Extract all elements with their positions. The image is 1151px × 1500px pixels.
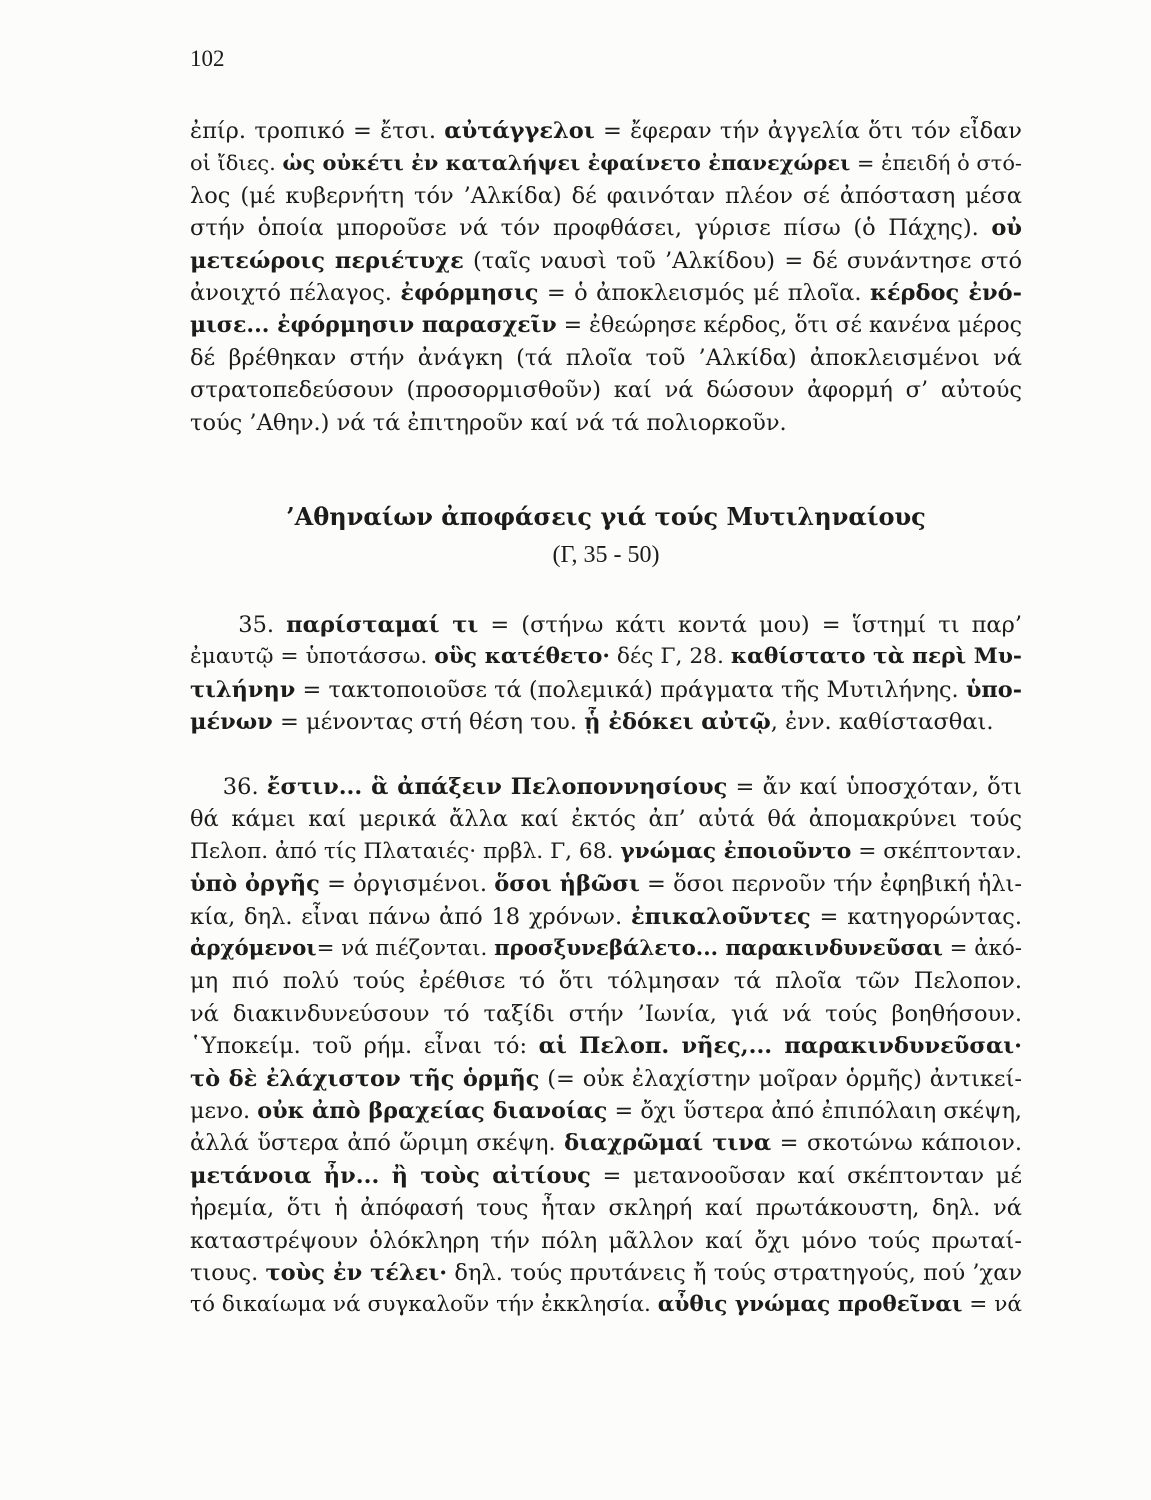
bold-lemma: ἐφόρμησις	[400, 280, 539, 306]
bold-lemma: ὑπὸ ὀργῆς	[190, 871, 320, 898]
text-segment: τό δικαίωμα νά συγκαλοῦν τήν ἐκκλησία.	[190, 1292, 658, 1318]
text-line	[190, 375, 1022, 405]
text-line	[190, 343, 1022, 373]
text-segment: = ἐθεώρησε κέρδος, ὅτι σέ κανένα μέρος	[556, 313, 1022, 339]
section-heading-reference: (Γ, 35 - 50)	[552, 542, 660, 568]
text-segment: = ἔφεραν τήν ἀγγελία ὅτι τόν εἶδαν	[594, 118, 1022, 144]
text-segment: = τακτοποιοῦσε τά (πολεμικά) πράγματα τῆς Μυτιλήνης.	[295, 676, 966, 703]
bold-lemma: παρίσταμαί τι	[286, 612, 479, 638]
bold-lemma: μετάνοια ἦν... ἢ τοὺς αἰτίους	[190, 1162, 591, 1189]
text-segment: ῾Υποκείμ. τοῦ ρήμ. εἶναι τό:	[190, 1033, 539, 1060]
bold-lemma: ᾗ ἐδόκει αὐτῷ	[584, 709, 771, 736]
text-line	[190, 869, 1022, 899]
bold-lemma: αὖθις γνώμας προθεῖναι	[657, 1292, 963, 1318]
text-line	[190, 148, 1022, 178]
text-line	[190, 1193, 1022, 1223]
bold-lemma: προσξυνεβάλετο... παρακινδυνεῦσαι	[494, 936, 943, 961]
text-line	[190, 966, 1022, 996]
bold-lemma: γνώμας ἐποιοῦντο	[620, 838, 852, 864]
bold-lemma: τοὺς ἐν τέλει·	[265, 1260, 448, 1286]
text-segment: = μετανοοῦσαν καί σκέπτονταν μέ	[590, 1162, 1022, 1189]
bold-lemma: ὡς οὐκέτι ἐν καταλήψει ἐφαίνετο ἐπανεχώρει	[282, 150, 851, 176]
text-segment: θά κάμει καί μερικά ἄλλα καί ἐκτός ἀπ’ αὐτά θά ἀπομακρύνει τούς	[190, 806, 1022, 833]
bold-lemma: οὓς κατέθετο·	[434, 644, 610, 670]
text-segment: μενο.	[190, 1098, 258, 1124]
text-segment: μη πιό πολύ τούς ἐρέθισε τό ὅτι τόλμησαν τά πλοῖα τῶν Πελοπον.	[190, 968, 1022, 995]
bold-lemma: ὅσοι ἡβῶσι	[494, 871, 640, 898]
text-segment: = ὄχι ὕστερα ἀπό ἐπιπόλαιη σκέψη,	[607, 1098, 1022, 1124]
bold-lemma: μετεώροις περιέτυχε	[190, 247, 464, 274]
bold-lemma: μένων	[190, 709, 273, 736]
text-segment: ἠρεμία, ὅτι ἡ ἀπόφασή τους ἦταν σκληρή καί πρωτάκουστη, δηλ. νά	[190, 1195, 1022, 1222]
text-segment: ἐμαυτῷ = ὑποτάσσω.	[190, 644, 435, 670]
text-segment: στρατοπεδεύσουν (προσορμισθοῦν) καί νά δώσουν ἀφορμή σ’ αὐτούς	[190, 377, 1022, 404]
text-segment: (= οὐκ ἐλαχίστην μοῖραν ὁρμῆς) ἀντικεί-	[539, 1065, 1022, 1092]
bold-lemma: οὐκ ἀπὸ βραχείας διανοίας	[257, 1098, 608, 1124]
text-line	[190, 999, 1022, 1029]
text-segment: (ταῖς ναυσὶ τοῦ ’Αλκίδου) = δέ συνάντησε στό	[463, 247, 1022, 274]
text-segment: 36.	[190, 774, 267, 800]
text-line	[190, 675, 1022, 705]
text-segment: , ἐνν. καθίστασθαι.	[770, 709, 994, 736]
text-segment: = ὀργισμένοι.	[319, 871, 495, 898]
text-line	[190, 278, 1022, 308]
bold-lemma: ἀρχόμενοι	[190, 936, 317, 961]
text-segment: = σκοτώνω κάποιον.	[771, 1130, 1022, 1157]
text-segment: = (στήνω κάτι κοντά μου) = ἵστημί τι παρ’	[478, 612, 1022, 638]
text-segment: νά διακινδυνεύσουν τό ταξίδι στήν ’Ιωνία, γιά νά τούς βοηθήσουν.	[190, 1000, 1022, 1027]
text-line	[190, 1096, 1022, 1126]
text-segment: = μένοντας στή θέση του.	[272, 709, 585, 736]
text-line	[190, 772, 1022, 802]
text-line	[190, 902, 1022, 932]
text-segment: οἱ ἴδιες.	[190, 151, 283, 176]
bold-lemma: καθίστατο τὰ περὶ Μυ-	[730, 644, 1022, 670]
bold-lemma: ὑπο-	[965, 676, 1022, 703]
bold-lemma: τὸ δὲ ἐλάχιστον τῆς ὁρμῆς	[190, 1065, 540, 1092]
bold-lemma: οὐ	[991, 215, 1022, 242]
text-segment: = κατηγορώντας.	[810, 903, 1022, 930]
text-segment: δέ βρέθηκαν στήν ἀνάγκη (τά πλοῖα τοῦ ’Αλκίδα) ἀποκλεισμένοι νά	[190, 344, 1022, 371]
text-segment: 35.	[190, 612, 287, 638]
text-segment: = ἄν καί ὑποσχόταν, ὅτι	[727, 774, 1022, 800]
text-segment: στήν ὁποία μποροῦσε νά τόν προφθάσει, γύρισε πίσω (ὁ Πάχης).	[190, 215, 992, 242]
text-segment: ἐπίρ. τροπικό = ἔτσι.	[190, 118, 445, 144]
text-segment: ἀλλά ὕστερα ἀπό ὥριμη σκέψη.	[190, 1130, 565, 1157]
text-line	[190, 837, 1022, 867]
page-number: 102	[190, 46, 225, 71]
text-line	[190, 1258, 1022, 1288]
text-segment: ἀνοιχτό πέλαγος.	[190, 280, 401, 306]
bold-lemma: αὐτάγγελοι	[444, 118, 595, 144]
bold-lemma: τιλήνην	[190, 676, 296, 703]
bold-lemma: διαχρῶμαί τινα	[564, 1130, 772, 1157]
bold-lemma: μισε... ἐφόρμησιν παρασχεῖν	[190, 312, 557, 339]
text-segment: καταστρέψουν ὁλόκληρη τήν πόλη μᾶλλον καί ὄχι μόνο τούς πρωταί-	[190, 1227, 1022, 1254]
text-line	[190, 804, 1022, 834]
text-line	[190, 1226, 1022, 1256]
text-segment: κία, δηλ. εἶναι πάνω ἀπό 18 χρόνων.	[190, 903, 631, 930]
text-segment: = νά πιέζονται.	[316, 936, 495, 961]
text-line	[190, 1064, 1022, 1094]
text-line	[190, 246, 1022, 276]
text-line	[190, 310, 1022, 340]
section-heading: ’Αθηναίων ἀποφάσεις γιά τούς Μυτιληναίους	[286, 502, 926, 531]
text-segment: λος (μέ κυβερνήτη τόν ’Αλκίδα) δέ φαινόταν πλέον σέ ἀπόσταση μέσα	[190, 182, 1022, 209]
text-segment: Πελοπ. ἀπό τίς Πλαταιές· πρβλ. Γ, 68.	[190, 838, 621, 864]
text-line	[190, 1128, 1022, 1158]
bold-lemma: κέρδος ἐνό-	[869, 280, 1022, 306]
text-segment: τιους.	[190, 1260, 266, 1286]
text-segment: δές Γ, 28.	[609, 644, 731, 670]
text-line	[190, 1161, 1022, 1191]
bold-lemma: ἔστιν... ἃ ἀπάξειν Πελοποννησίους	[266, 774, 728, 800]
bold-lemma: αἱ Πελοπ. νῆες,... παρακινδυνεῦσαι·	[538, 1033, 1022, 1060]
text-segment: = νά	[962, 1292, 1022, 1318]
text-line	[190, 181, 1022, 211]
text-line	[190, 642, 1022, 672]
text-line	[190, 116, 1022, 146]
text-line	[190, 707, 1022, 737]
text-line	[190, 1290, 1022, 1320]
text-segment: τούς ’Αθην.) νά τά ἐπιτηροῦν καί νά τά πολιορκοῦν.	[190, 409, 787, 436]
bold-lemma: ἐπικαλοῦντες	[630, 903, 811, 930]
text-line	[190, 213, 1022, 243]
text-line	[190, 408, 1022, 438]
text-segment: = ὅσοι περνοῦν τήν ἐφηβική ἡλι-	[639, 871, 1022, 898]
text-segment: = ἐπειδή ὁ στό-	[850, 151, 1022, 176]
text-line	[190, 934, 1022, 964]
text-segment: = σκέπτονταν.	[851, 838, 1022, 864]
text-segment: δηλ. τούς πρυτάνεις ἤ τούς στρατηγούς, πού ’χαν	[447, 1260, 1022, 1286]
text-segment: = ὁ ἀποκλεισμός μέ πλοῖα.	[538, 280, 870, 306]
text-line	[190, 1031, 1022, 1061]
text-segment: = ἀκό-	[942, 936, 1022, 961]
text-line	[190, 610, 1022, 640]
